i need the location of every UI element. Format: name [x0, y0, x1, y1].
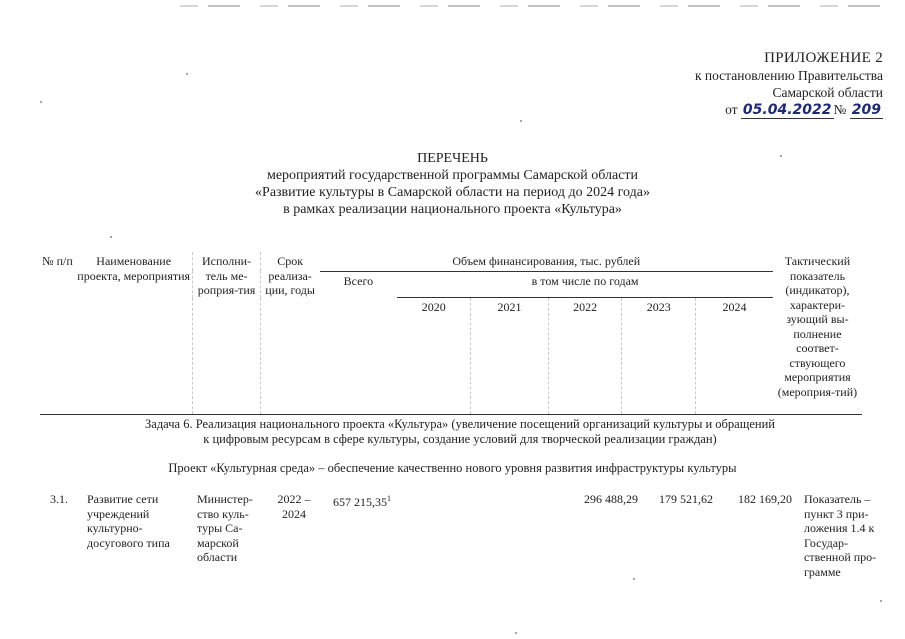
table-header: [40, 252, 862, 415]
header-year-2022: 2022: [548, 298, 622, 415]
header-term: Срок реализа-ции, годы: [260, 252, 319, 415]
row-num: 3.1.: [50, 492, 68, 506]
scan-speck: [520, 120, 522, 122]
row-term: 2022 – 2024: [277, 492, 311, 521]
row-2023: 179 521,62: [659, 492, 713, 506]
header-year-2023: 2023: [622, 298, 696, 415]
scan-speck: [880, 600, 882, 602]
row-total: [333, 492, 413, 510]
scan-speck: [515, 632, 517, 634]
task-line2: к цифровым ресурсам в сфере культуры, создание условий для творческой реализации граждан): [203, 432, 717, 446]
heading-line2: «Развитие культуры в Самарской области на период до 2024 года»: [255, 185, 650, 200]
scan-artifact: [180, 5, 880, 7]
scan-speck: [110, 236, 112, 238]
header-by-years: в том числе по годам: [397, 271, 773, 298]
header-year-2021: 2021: [471, 298, 548, 415]
scan-speck: [780, 155, 782, 157]
heading-line1: мероприятий государственной программы Самарской области: [266, 168, 639, 183]
header-funding: Объем финансирования, тыс. рублей: [320, 252, 773, 271]
appendix-title: ПРИЛОЖЕНИЕ 2: [764, 50, 883, 66]
row-2022: 296 488,29: [584, 492, 638, 506]
row-indicator: Показатель – пункт 3 при-ложения 1.4 к Государ-ственной про-грамме: [804, 492, 877, 579]
decree-number: 209: [851, 102, 881, 118]
row-name: Развитие сети учреждений культурно-досугового типа: [87, 492, 170, 550]
number-label: №: [833, 102, 847, 117]
appendix-line2: Самарской области: [772, 85, 883, 100]
appendix-date-line: [583, 101, 883, 119]
scan-speck: [186, 73, 188, 75]
header-total: Всего: [320, 271, 398, 415]
decree-date: 05.04.2022: [742, 102, 832, 118]
row-total-value: 657 215,35: [333, 495, 387, 509]
header-indicator: Тактический показатель (индикатор), характери-зующий вы-полнение соответ-ствующего мероприятия (мероприя-тий): [773, 252, 862, 415]
row-total-footnote: 1: [387, 494, 391, 503]
header-year-2020: 2020: [397, 298, 471, 415]
row-executor: Министер-ство куль-туры Са-марской области: [197, 492, 253, 564]
header-name: Наименование проекта, мероприятия: [75, 252, 193, 415]
header-executor: Исполни-тель ме-роприя-тия: [193, 252, 260, 415]
document-title: ПЕРЕЧЕНЬ: [417, 151, 488, 166]
scan-speck: [40, 101, 42, 103]
appendix-line1: к постановлению Правительства: [694, 68, 883, 83]
header-year-2024: 2024: [696, 298, 773, 415]
task-line1: Задача 6. Реализация национального проекта «Культура» (увеличение посещений организаций культуры и обращений: [145, 417, 775, 431]
task-heading: [110, 417, 810, 447]
project-heading: Проект «Культурная среда» – обеспечение качественно нового уровня развития инфраструктуры культуры: [168, 461, 737, 475]
scan-speck: [633, 578, 635, 580]
header-num: № п/п: [40, 252, 75, 415]
document-heading: [0, 150, 905, 218]
row-2024: 182 169,20: [738, 492, 792, 506]
heading-line3: в рамках реализации национального проекта «Культура»: [283, 202, 622, 217]
from-label: от: [725, 102, 738, 117]
appendix-block: [583, 50, 883, 119]
